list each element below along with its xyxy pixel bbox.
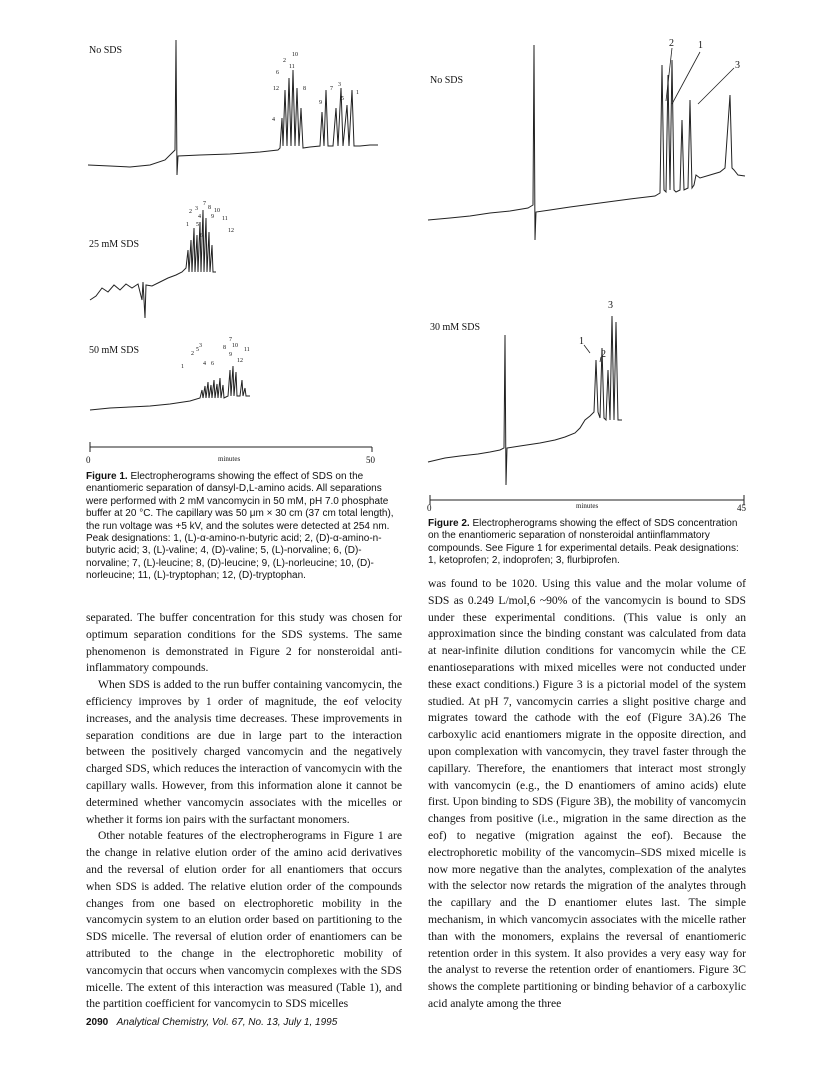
- paragraph: Other notable features of the electropherograms in Figure 1 are the change in relative elution order of the amino acid derivatives and the reversal of elution order for all enantiomers that occurs when SDS is added. The relative elution order of the compounds changes from one based on electrophoretic mobility in the vancomycin system to an elution order based on partitioning to the SDS micelle. The reversal of elution order of enantiomers can be attributed to the change in the electrophoretic mobility of vancomycin that occurs when vancomycin complexes with the SDS micelle. The extent of this interaction was measured (Table 1), and the partition coefficient for vancomycin to SDS micelles: [86, 829, 402, 1011]
- fig2-caption-text: Electropherograms showing the effect of SDS concentration on the enantiomeric separation of nonsteroidal antiinflammatory compounds. See Figure 1 for experimental details. Peak designations: 1, ketoprofen; 2, indoprofen; 3, flurbiprofen.: [428, 518, 739, 567]
- fig2-panel-label-no-sds: No SDS: [430, 75, 464, 86]
- fig1-peak-label: 9: [229, 352, 232, 358]
- fig1-peak-label: 1: [181, 364, 184, 370]
- fig1-peak-label: 7: [229, 337, 232, 343]
- fig1-peak-label: 8: [208, 205, 211, 211]
- fig1-peak-label: 4: [203, 361, 206, 367]
- fig1-peak-label: 12: [228, 228, 234, 234]
- fig1-panel-label-no-sds: No SDS: [89, 45, 123, 56]
- fig1-peak-label: 12: [273, 86, 279, 92]
- fig1-peak-label: 4: [198, 214, 201, 220]
- fig1-peak-label: 10: [214, 208, 220, 214]
- fig2-axis-start: 0: [427, 503, 432, 513]
- fig1-peak-label: 3: [199, 343, 202, 349]
- fig1-peak-label: 11: [289, 64, 295, 70]
- fig1-peak-label: 10: [292, 52, 298, 58]
- fig2-panel-label-30mm-sds: 30 mM SDS: [430, 322, 481, 333]
- left-column-text: [86, 610, 402, 1013]
- fig1-peak-label: 6: [276, 70, 279, 76]
- right-column-text: [428, 576, 746, 1013]
- fig1-peak-label: 10: [232, 343, 238, 349]
- fig1-peak-label: 8: [303, 86, 306, 92]
- fig2-peak-label: 1: [579, 336, 584, 347]
- page-number: 2090: [86, 1017, 109, 1028]
- fig1-peak-label: 2: [189, 209, 192, 215]
- fig1-peak-label: 7: [330, 86, 333, 92]
- fig1-peak-label: 2: [191, 351, 194, 357]
- paragraph: When SDS is added to the run buffer containing vancomycin, the efficiency improves by 1 order of magnitude, the eof velocity increases, and the analysis time decreases. These improvements in separation conditions are due in large part to the interaction between the positively charged vancomycin and the negatively charged SDS, which reduces the interaction of vancomycin with the capillary walls. However, from this information alone it cannot be determined whether vancomycin associates with the micelles or whether it forms ion pairs with the surfactant monomers.: [86, 678, 402, 826]
- fig1-peak-label: 1: [186, 222, 189, 228]
- fig1-panel-label-25mm-sds: 25 mM SDS: [89, 239, 140, 250]
- fig1-caption-text: Electropherograms showing the effect of SDS on the enantiomeric separation of dansyl-D,L-amino acids. All separations were performed with 2 mM vancomycin in 50 mM, pH 7.0 phosphate buffer at 20 °C. The capillary was 50 μm × 30 cm (37 cm total length), the run voltage was +5 kV, and the solutes were detected at 254 nm. Peak designations: 1, (L)-α-amino-n-butyric acid; 2, (D)-α-amino-n-butyric acid; 3, (L)-valine; 4, (D)-valine; 5, (L)-norvaline; 6, (D)-norvaline; 7, (L)-leucine; 8, (D)-leucine; 9, (L)-norleucine; 10, (D)-norleucine; 11, (L)-tryptophan; 12, (D)-tryptophan.: [86, 471, 394, 582]
- fig1-panel-label-50mm-sds: 50 mM SDS: [89, 345, 140, 356]
- fig1-peak-label: 5: [196, 222, 199, 228]
- fig1-peak-label: 11: [244, 347, 250, 353]
- fig1-peak-label: 12: [237, 358, 243, 364]
- fig2-peak-label: 1: [698, 40, 703, 51]
- fig1-axis-end: 50: [366, 455, 375, 465]
- page-footer: [86, 1017, 337, 1028]
- fig2-peak-label: 2: [601, 349, 606, 360]
- fig1-peak-label: 6: [200, 233, 203, 239]
- fig1-peak-label: 3: [195, 206, 198, 212]
- fig2-caption-label: Figure 2.: [428, 518, 470, 529]
- fig2-caption: [428, 518, 746, 568]
- fig1-peak-label: 4: [272, 117, 275, 123]
- paragraph: separated. The buffer concentration for this study was chosen for optimum separation conditions for the SDS systems. The same phenomenon is demonstrated in Figure 2 for nonsteroidal anti-inflammatory compounds.: [86, 611, 402, 675]
- fig1-peak-label: 7: [203, 201, 206, 207]
- fig1-peak-label: 3: [338, 82, 341, 88]
- fig2-peak-label: 2: [669, 38, 674, 49]
- fig2-peak-label: 3: [735, 60, 740, 71]
- fig1-peak-label: 8: [223, 345, 226, 351]
- fig1-peak-label: 1: [356, 90, 359, 96]
- fig1-peak-label: 2: [283, 58, 286, 64]
- fig1-caption-label: Figure 1.: [86, 471, 128, 482]
- fig2-axis-label: minutes: [576, 502, 599, 510]
- fig1-peak-label: 9: [319, 100, 322, 106]
- fig1-axis-label: minutes: [218, 455, 241, 463]
- fig1-axis-start: 0: [86, 455, 91, 465]
- journal-citation: Analytical Chemistry, Vol. 67, No. 13, July 1, 1995: [116, 1017, 338, 1028]
- fig1-peak-label: 6: [211, 361, 214, 367]
- fig1-peak-label: 5: [196, 347, 199, 353]
- paragraph: was found to be 1020. Using this value and the molar volume of SDS as 0.249 L/mol,6 ~90% of the vancomycin is bound to SDS under these experimental conditions. (This value is only an approximation since the binding constant was calculated from data at near-infinite dilution conditions for vancomycin while the CE enantioseparations with mixed micelles were not conducted under these exact conditions.) Figure 3 is a pictorial model of the system studied. At pH 7, vancomycin carries a slight positive charge and migrates toward the cathode with the eof (Figure 3A).26 The carboxylic acid enantiomers migrate in the opposite direction, and upon complexation with vancomycin, they travel faster through the capillary. Therefore, the enantiomers that interact most strongly with vancomycin (e.g., the D enantiomers of amino acids) elute first. Upon binding to SDS (Figure 3B), the mobility of vancomycin changes from positive (i.e., migration in the same direction as the eof) to negative (migration against the eof). Because the electrophoretic mobility of the vancomycin–SDS mixed micelle is now more negative than the analytes, complexation of the analytes with the selector now retards the migration of the analytes through the capillary and the D enantiomer elutes last. The simple mechanism, in which vancomycin associates with the micelle rather than with the monomers, explains the reversal of enantiomeric retention order in this system. It also provides a very easy way for the analyst to reverse the retention order of enantiomers. Figure 3C shows the complete partitioning or binding behavior of a carboxylic acid analyte among the three: [428, 577, 746, 1010]
- fig1-peak-label: 11: [222, 216, 228, 222]
- fig2-peak-label: 3: [608, 300, 613, 311]
- fig2-axis-end: 45: [737, 503, 746, 513]
- fig1-peak-label: 9: [211, 214, 214, 220]
- fig1-peak-label: 5: [341, 96, 344, 102]
